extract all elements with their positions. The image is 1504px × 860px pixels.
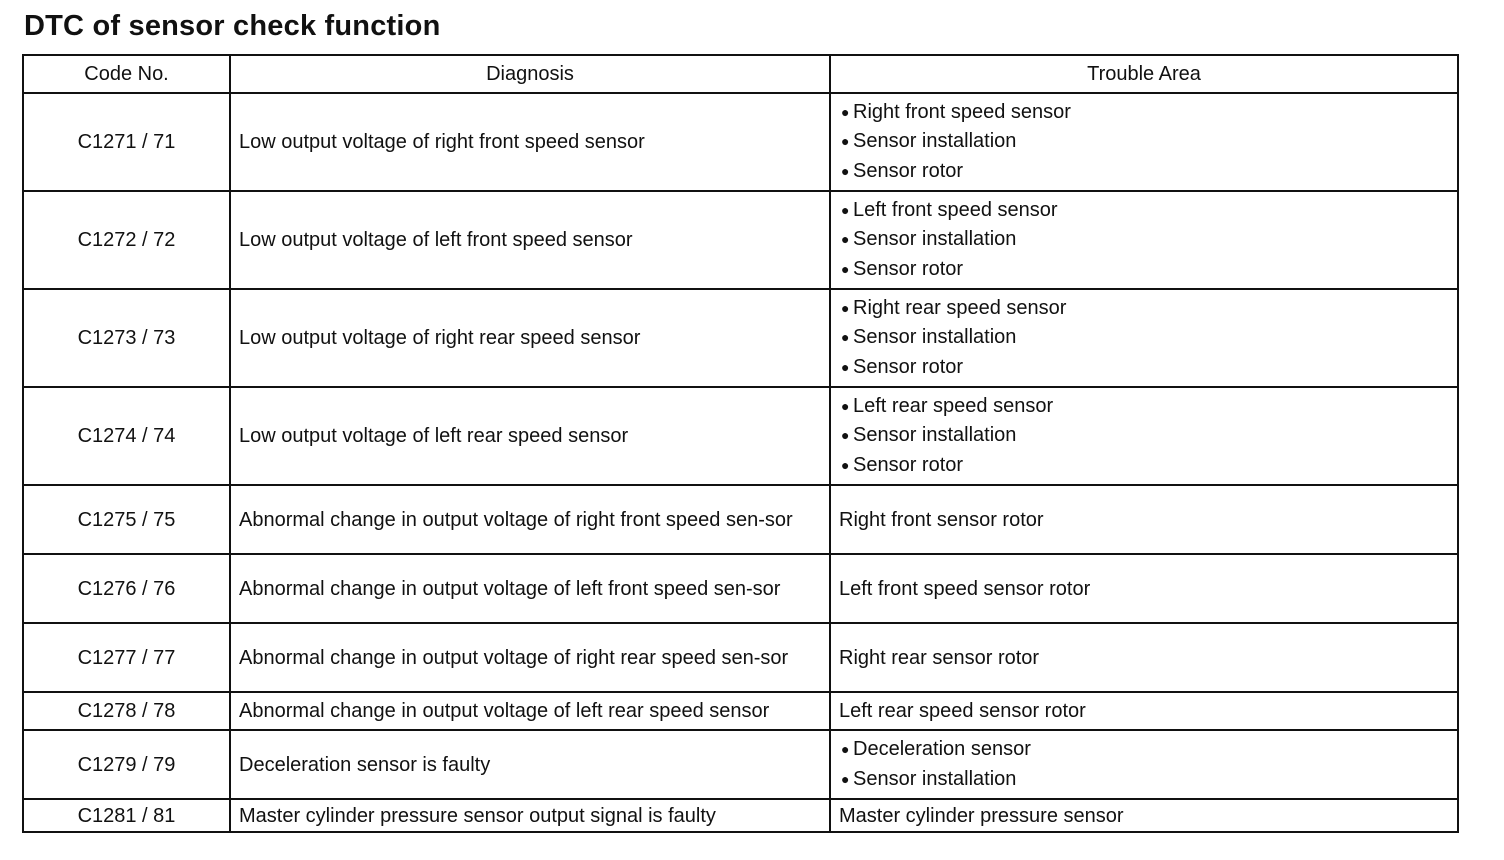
trouble-area-text: Deceleration sensor xyxy=(853,738,1031,760)
trouble-area-text: Left front speed sensor rotor xyxy=(830,554,1458,623)
bullet-icon: ● xyxy=(841,358,850,375)
trouble-area-item xyxy=(841,323,1449,353)
trouble-area-item xyxy=(841,98,1449,128)
trouble-area-text: Sensor rotor xyxy=(853,355,964,378)
column-header-trouble-area: Trouble Area xyxy=(830,55,1458,93)
trouble-area-bullets xyxy=(841,98,1449,187)
column-header-diagnosis: Diagnosis xyxy=(230,55,830,93)
bullet-icon: ● xyxy=(841,741,850,757)
dtc-code: C1278 / 78 xyxy=(23,692,230,730)
bullet-icon: ● xyxy=(841,103,850,120)
bullet-icon: ● xyxy=(841,397,850,414)
dtc-code: C1273 / 73 xyxy=(23,289,230,387)
trouble-area-bullets xyxy=(841,735,1449,794)
table-row xyxy=(23,554,1458,623)
dtc-code: C1275 / 75 xyxy=(23,485,230,554)
table-row xyxy=(23,799,1458,832)
table-row xyxy=(23,93,1458,191)
table-row xyxy=(23,191,1458,289)
trouble-area-text: Right rear sensor rotor xyxy=(830,623,1458,692)
diagnosis-text: Low output voltage of right rear speed sensor xyxy=(230,289,830,387)
trouble-area-text: Sensor installation xyxy=(853,424,1017,447)
trouble-area-item xyxy=(841,294,1449,324)
trouble-area-text: Sensor installation xyxy=(853,228,1017,251)
dtc-code: C1281 / 81 xyxy=(23,799,230,832)
trouble-area-item xyxy=(841,255,1449,285)
column-header-code: Code No. xyxy=(23,55,230,93)
table-row xyxy=(23,485,1458,554)
table-row xyxy=(23,387,1458,485)
trouble-area-text: Sensor installation xyxy=(853,326,1017,349)
trouble-area-item xyxy=(841,157,1449,187)
trouble-area-text: Right front sensor rotor xyxy=(830,485,1458,554)
diagnosis-text: Low output voltage of right front speed sensor xyxy=(230,93,830,191)
trouble-area-item xyxy=(841,421,1449,451)
trouble-area-list xyxy=(830,387,1458,485)
dtc-code: C1271 / 71 xyxy=(23,93,230,191)
diagnosis-text: Master cylinder pressure sensor output signal is faulty xyxy=(230,799,830,832)
trouble-area-list xyxy=(830,289,1458,387)
table-row xyxy=(23,730,1458,799)
diagnosis-text: Low output voltage of left rear speed sensor xyxy=(230,387,830,485)
trouble-area-text: Master cylinder pressure sensor xyxy=(830,799,1458,832)
table-body xyxy=(23,93,1458,832)
trouble-area-text: Sensor installation xyxy=(853,130,1017,153)
diagnosis-text: Abnormal change in output voltage of left rear speed sensor xyxy=(230,692,830,730)
bullet-icon: ● xyxy=(841,260,850,277)
trouble-area-text: Sensor rotor xyxy=(853,159,964,182)
table-row xyxy=(23,692,1458,730)
trouble-area-bullets xyxy=(841,392,1449,481)
trouble-area-text: Sensor rotor xyxy=(853,453,964,476)
trouble-area-text: Left rear speed sensor rotor xyxy=(830,692,1458,730)
diagnosis-text: Low output voltage of left front speed sensor xyxy=(230,191,830,289)
trouble-area-bullets xyxy=(841,196,1449,285)
bullet-icon: ● xyxy=(841,162,850,179)
bullet-icon: ● xyxy=(841,770,850,787)
trouble-area-bullets xyxy=(841,294,1449,383)
dtc-table xyxy=(22,54,1459,833)
diagnosis-text: Abnormal change in output voltage of right front speed sen-sor xyxy=(230,485,830,554)
trouble-area-item xyxy=(841,765,1449,795)
diagnosis-text: Deceleration sensor is faulty xyxy=(230,730,830,799)
bullet-icon: ● xyxy=(841,329,850,346)
trouble-area-text: Left rear speed sensor xyxy=(853,394,1054,417)
trouble-area-item xyxy=(841,451,1449,481)
table-row xyxy=(23,623,1458,692)
trouble-area-item xyxy=(841,127,1449,157)
bullet-icon: ● xyxy=(841,427,850,444)
trouble-area-list xyxy=(830,191,1458,289)
trouble-area-text: Left front speed sensor xyxy=(853,198,1058,221)
trouble-area-text: Sensor rotor xyxy=(853,257,964,280)
trouble-area-item xyxy=(841,353,1449,383)
trouble-area-item xyxy=(841,196,1449,226)
bullet-icon: ● xyxy=(841,201,850,218)
trouble-area-list xyxy=(830,730,1458,799)
trouble-area-item xyxy=(841,735,1449,765)
bullet-icon: ● xyxy=(841,231,850,248)
trouble-area-text: Right rear speed sensor xyxy=(853,296,1067,319)
dtc-code: C1277 / 77 xyxy=(23,623,230,692)
page-title: DTC of sensor check function xyxy=(24,10,441,42)
trouble-area-item xyxy=(841,392,1449,422)
trouble-area-list xyxy=(830,93,1458,191)
trouble-area-text: Sensor installation xyxy=(853,767,1017,790)
table-header-row xyxy=(23,55,1458,93)
diagnosis-text: Abnormal change in output voltage of right rear speed sen-sor xyxy=(230,623,830,692)
bullet-icon: ● xyxy=(841,133,850,150)
dtc-code: C1276 / 76 xyxy=(23,554,230,623)
trouble-area-item xyxy=(841,225,1449,255)
bullet-icon: ● xyxy=(841,456,850,473)
dtc-code: C1272 / 72 xyxy=(23,191,230,289)
dtc-code: C1279 / 79 xyxy=(23,730,230,799)
dtc-code: C1274 / 74 xyxy=(23,387,230,485)
trouble-area-text: Right front speed sensor xyxy=(853,100,1071,123)
diagnosis-text: Abnormal change in output voltage of left front speed sen-sor xyxy=(230,554,830,623)
table-row xyxy=(23,289,1458,387)
bullet-icon: ● xyxy=(841,299,850,316)
